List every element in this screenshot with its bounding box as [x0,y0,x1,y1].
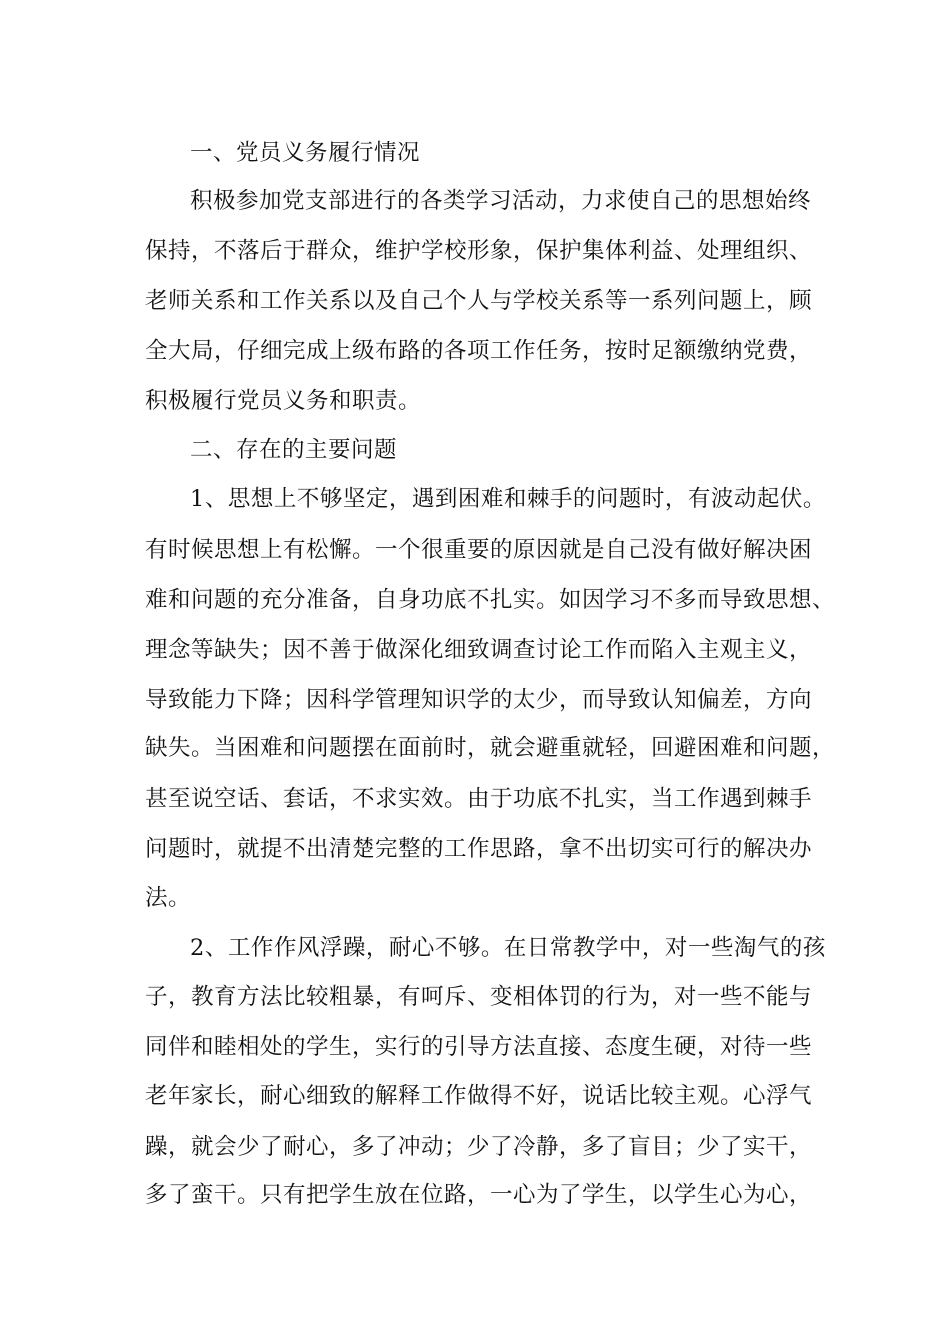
paragraph-line: 积极履行党员义务和职责。 [145,388,422,414]
paragraph-line: 2、工作作风浮躁，耐心不够。在日常教学中，对一些淘气的孩 [190,935,826,961]
paragraph-line: 老年家长，耐心细致的解释工作做得不好，说话比较主观。心浮气 [145,1083,813,1109]
paragraph-line: 全大局，仔细完成上级布路的各项工作任务，按时足额缴纳党费， [145,338,813,364]
paragraph-line: 理念等缺失；因不善于做深化细致调查讨论工作而陷入主观主义， [145,637,813,663]
paragraph-line: 法。 [145,885,192,911]
paragraph-line: 多了蛮干。只有把学生放在位路，一心为了学生，以学生心为心， [145,1182,813,1208]
heading-party-duties: 一、党员义务履行情况 [190,140,421,166]
paragraph-line: 难和问题的充分准备，自身功底不扎实。如因学习不多而导致思想、 [145,587,836,613]
paragraph-line: 子，教育方法比较粗暴，有呵斥、变相体罚的行为，对一些不能与 [145,984,813,1010]
paragraph-line: 有时候思想上有松懈。一个很重要的原因就是自己没有做好解决困 [145,537,813,563]
paragraph-line: 导致能力下降；因科学管理知识学的太少，而导致认知偏差，方向 [145,687,813,713]
paragraph-line: 积极参加党支部进行的各类学习活动，力求使自己的思想始终 [190,188,812,214]
paragraph-line: 甚至说空话、套话，不求实效。由于功底不扎实，当工作遇到棘手 [145,786,813,812]
paragraph-line: 问题时，就提不出清楚完整的工作思路，拿不出切实可行的解决办 [145,836,813,862]
paragraph-line: 缺失。当困难和问题摆在面前时，就会避重就轻，回避困难和问题， [145,735,836,761]
paragraph-line: 1、思想上不够坚定，遇到困难和棘手的问题时，有波动起伏。 [190,486,826,512]
paragraph-line: 同伴和睦相处的学生，实行的引导方法直接、态度生硬，对待一些 [145,1034,813,1060]
heading-main-problems: 二、存在的主要问题 [190,437,398,463]
paragraph-line: 躁，就会少了耐心，多了冲动；少了冷静，多了盲目；少了实干， [145,1134,813,1160]
paragraph-line: 老师关系和工作关系以及自己个人与学校关系等一系列问题上，顾 [145,288,813,314]
paragraph-line: 保持，不落后于群众，维护学校形象，保护集体利益、处理组织、 [145,238,813,264]
